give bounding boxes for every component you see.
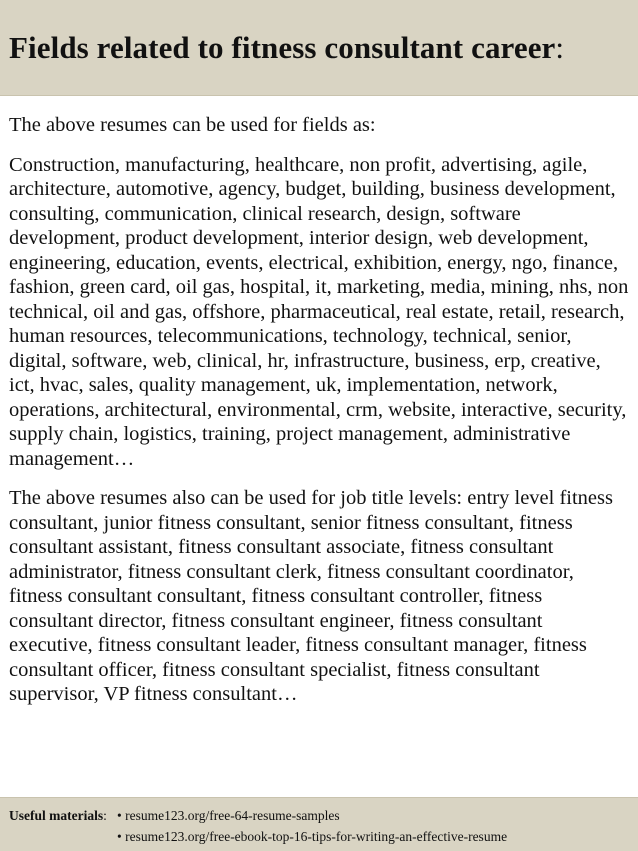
footer-bar <box>0 797 638 851</box>
job-levels-paragraph: The above resumes also can be used for job title levels: entry level fitness consultant, junior fitness consultant, senior fitness consultant, fitness consultant assistant, fitness consultant associate, fitness consultant administrator, fitness consultant clerk, fitness consultant coordinator, fitness consultant consultant, fitness consultant controller, fitness consultant director, fitness consultant engineer, fitness consultant executive, fitness consultant leader, fitness consultant manager, fitness consultant officer, fitness consultant specialist, fitness consultant supervisor, VP fitness consultant… <box>9 487 613 705</box>
resume-tips-ebook-link[interactable]: • resume123.org/free-ebook-top-16-tips-for-writing-an-effective-resume <box>117 829 508 844</box>
useful-materials-label <box>9 808 107 824</box>
useful-materials-label-text: Useful materials <box>9 808 104 823</box>
title-bar <box>0 0 638 96</box>
fields-paragraph: Construction, manufacturing, healthcare, non profit, advertising, agile, architecture, automotive, agency, budget, building, business development, consulting, communication, clinical research, design, software development, product development, interior design, web development, engineering, education, events, electrical, exhibition, energy, ngo, finance, fashion, green card, oil gas, hospital, it, marketing, media, mining, nhs, non technical, oil and gas, offshore, pharmaceutical, real estate, retail, research, human resources, telecommunications, technology, technical, senior, digital, software, web, clinical, hr, infrastructure, business, erp, creative, ict, hvac, sales, quality management, uk, implementation, network, operations, architectural, environmental, crm, website, interactive, security, supply chain, logistics, training, project management, administrative management… <box>9 153 629 470</box>
page-title-text: Fields related to fitness consultant career <box>9 30 556 65</box>
useful-materials-label-colon: : <box>103 808 107 823</box>
page-title-colon: : <box>555 30 565 65</box>
content-area <box>9 113 631 707</box>
intro-paragraph: The above resumes can be used for fields as: <box>9 114 376 136</box>
page-title <box>9 30 564 66</box>
resume-samples-link[interactable]: • resume123.org/free-64-resume-samples <box>117 808 340 823</box>
